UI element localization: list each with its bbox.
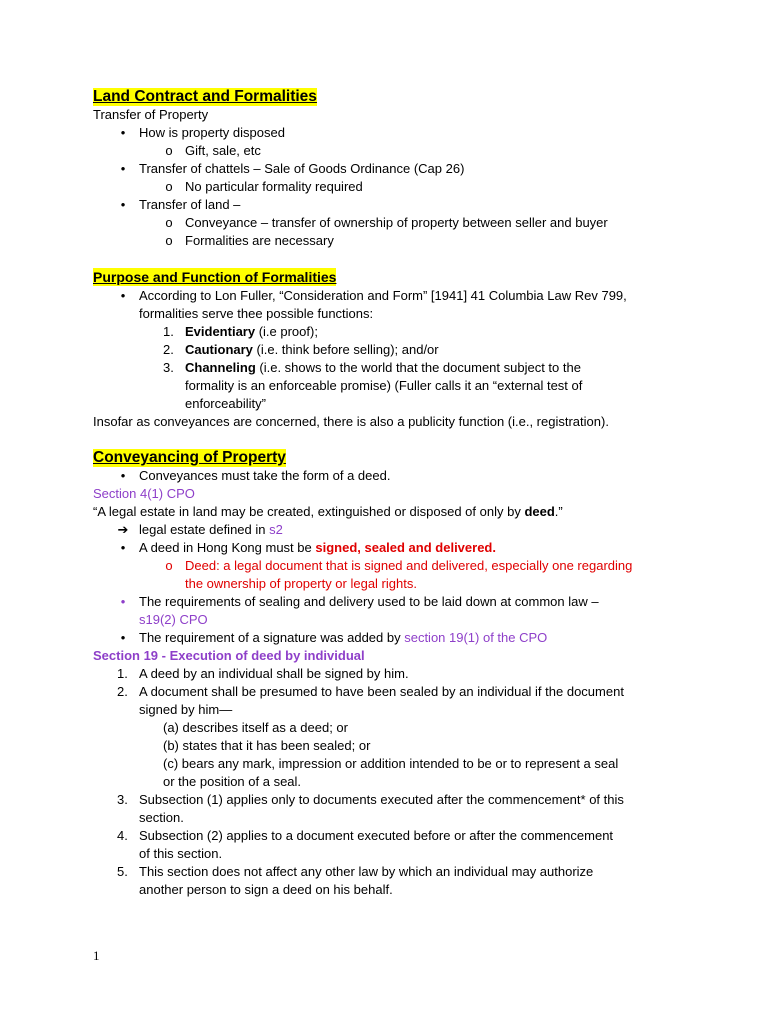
- circle-bullet-icon: o: [165, 233, 173, 248]
- numbered-item-continuation: section.: [139, 810, 184, 825]
- list-item: • Transfer of chattels – Sale of Goods Ordinance (Cap 26): [93, 160, 693, 178]
- list-item-continuation: formalities serve thee possible functions:: [139, 306, 374, 321]
- list-item: • Transfer of land –: [93, 196, 693, 214]
- bullet-icon: •: [120, 288, 126, 303]
- circle-bullet-icon: o: [165, 215, 173, 230]
- sub-item: (a) describes itself as a deed; or: [163, 720, 348, 735]
- numbered-item-continuation: of this section.: [139, 846, 223, 861]
- circle-bullet-icon: o: [165, 143, 173, 158]
- sub-list-item: o Deed: a legal document that is signed and delivered, especially one regarding: [93, 557, 693, 575]
- sub-item-continuation: or the position of a seal.: [163, 774, 302, 789]
- numbered-item: 2. A document shall be presumed to have been sealed by an individual if the document: [117, 684, 624, 699]
- heading-purpose: [93, 268, 693, 287]
- arrow-item: ➔ legal estate defined in s2: [117, 522, 283, 537]
- sub-list-item: o Gift, sale, etc: [93, 142, 693, 160]
- circle-bullet-icon: o: [165, 558, 173, 573]
- list-item-continuation: [93, 611, 693, 629]
- bullet-icon: •: [120, 630, 126, 645]
- paragraph: Transfer of Property: [93, 107, 209, 122]
- numbered-item-continuation: signed by him—: [139, 702, 233, 717]
- heading-land-contract: [93, 88, 693, 106]
- section-title: Land Contract and Formalities: [93, 88, 317, 105]
- statute-quote: “A legal estate in land may be created, extinguished or disposed of only by deed.”: [93, 504, 563, 519]
- bullet-icon: •: [120, 125, 126, 140]
- bullet-icon: •: [120, 161, 126, 176]
- circle-bullet-icon: o: [165, 179, 173, 194]
- paragraph: Insofar as conveyances are concerned, there is also a publicity function (i.e., registration).: [93, 414, 609, 429]
- list-item: • How is property disposed: [93, 124, 693, 142]
- section-title: Conveyancing of Property: [93, 449, 286, 466]
- s2-link[interactable]: s2: [269, 522, 283, 537]
- section-19-heading: Section 19 - Execution of deed by individual: [93, 648, 365, 663]
- sub-list-item-continuation: the ownership of property or legal rights.: [185, 576, 417, 591]
- numbered-item: 3. Channeling (i.e. shows to the world that the document subject to the: [163, 360, 581, 375]
- page-number: 1: [93, 948, 100, 963]
- list-item: • According to Lon Fuller, “Consideration and Form” [1941] 41 Columbia Law Rev 799,: [93, 287, 693, 305]
- section-19-1-link[interactable]: section 19(1) of the CPO: [404, 630, 548, 645]
- numbered-item: 2. Cautionary (i.e. think before selling); and/or: [163, 342, 439, 357]
- numbered-item: 1. A deed by an individual shall be signed by him.: [117, 666, 409, 681]
- bullet-icon: •: [120, 594, 126, 609]
- document-page: [93, 88, 693, 899]
- sub-item: (c) bears any mark, impression or addition intended to be or to represent a seal: [163, 756, 619, 771]
- numbered-item-continuation: enforceability”: [185, 396, 266, 411]
- numbered-item: 1. Evidentiary (i.e proof);: [163, 324, 318, 339]
- numbered-item-continuation: formality is an enforceable promise) (Fuller calls it an “external test of: [185, 378, 583, 393]
- numbered-item-continuation: another person to sign a deed on his behalf.: [139, 882, 393, 897]
- section-title: Purpose and Function of Formalities: [93, 269, 337, 285]
- sub-item: (b) states that it has been sealed; or: [163, 738, 371, 753]
- bullet-icon: •: [120, 540, 126, 555]
- numbered-item: 5. This section does not affect any other law by which an individual may authorize: [117, 864, 594, 879]
- heading-conveyancing: [93, 449, 693, 467]
- sub-list-item: o No particular formality required: [93, 178, 693, 196]
- section-reference-4-1: Section 4(1) CPO: [93, 486, 195, 501]
- s19-2-link[interactable]: s19(2) CPO: [139, 612, 208, 627]
- list-item: • The requirements of sealing and delivery used to be laid down at common law –: [93, 593, 693, 611]
- list-item: • Conveyances must take the form of a deed.: [93, 467, 693, 485]
- sub-list-item: o Conveyance – transfer of ownership of property between seller and buyer: [93, 214, 693, 232]
- bullet-icon: •: [120, 468, 126, 483]
- numbered-item: 3. Subsection (1) applies only to documents executed after the commencement* of this: [117, 792, 624, 807]
- list-item: • The requirement of a signature was added by section 19(1) of the CPO: [93, 629, 693, 647]
- bullet-icon: •: [120, 197, 126, 212]
- numbered-item: 4. Subsection (2) applies to a document executed before or after the commencement: [117, 828, 614, 843]
- arrow-right-icon: ➔: [117, 522, 129, 537]
- sub-list-item: o Formalities are necessary: [93, 232, 693, 250]
- list-item: • A deed in Hong Kong must be signed, sealed and delivered.: [93, 539, 693, 557]
